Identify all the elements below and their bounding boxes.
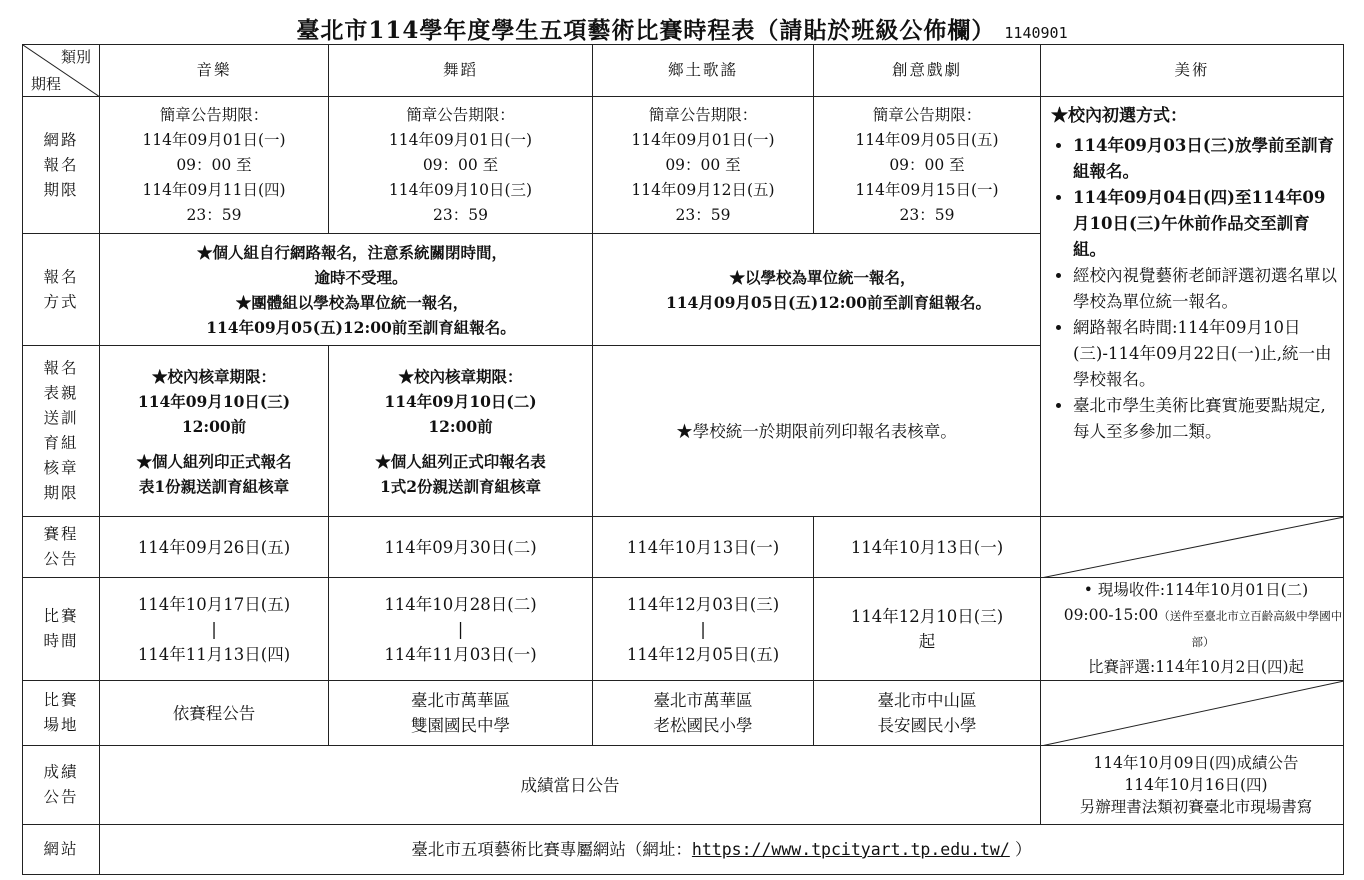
row-venue (23, 681, 1344, 746)
rowhead-text: 報名表親送訓育組核章期限 (43, 359, 79, 502)
text-line: | (457, 619, 464, 639)
text-line: 簡章公告期限： (648, 105, 758, 124)
col-art: 美術 (1041, 45, 1344, 97)
text-line: 114年09月15日(一) (855, 180, 999, 199)
text-line: 23：59 (899, 205, 955, 224)
text-line: 114年12月03日(三) (626, 594, 780, 614)
title-text: 臺北市114學年度學生五項藝術比賽時程表（請貼於班級公佈欄） (296, 17, 996, 44)
text-line: 23：59 (433, 205, 488, 224)
website-link[interactable]: https://www.tpcityart.tp.edu.tw/ (691, 840, 1010, 859)
text-line: 114年09月05(五)12:00前至訓育組報名。 (206, 317, 516, 337)
row-comp-time (23, 578, 1344, 681)
text-line: 簡章公告期限： (872, 105, 982, 124)
text-line: ★個人組自行網路報名，注意系統關閉時間， (196, 242, 507, 262)
schedule-drama: 114年10月13日(一) (814, 517, 1041, 578)
text-line: 114年10月16日(四) (1124, 776, 1268, 794)
text-line: 114年11月03日(一) (384, 644, 537, 664)
text-line: ★團體組以學校為單位統一報名， (235, 292, 469, 312)
col-music: 音樂 (100, 45, 329, 97)
corner-category: 類別 (60, 48, 91, 66)
text-line: 114年12月10日(三) (850, 607, 1004, 626)
results-main: 成績當日公告 (100, 746, 1041, 825)
art-item: • 經校內視覺藝術老師評選初選名單以學校為單位統一報名。 (1073, 263, 1337, 315)
text-line: 簡章公告期限： (159, 105, 269, 124)
rowhead-text: 賽程公告 (43, 525, 79, 568)
col-drama: 創意戲劇 (814, 45, 1041, 97)
text-line: 依賽程公告 (172, 703, 256, 723)
text-line: 長安國民小學 (877, 716, 977, 735)
venue-dance (329, 681, 593, 746)
rowhead-text: 成績公告 (43, 763, 79, 806)
rowhead-text: 比賽場地 (43, 691, 79, 734)
row-website (23, 825, 1344, 875)
text-line: 另辦理書法類初賽臺北市現場書寫 (1079, 798, 1313, 816)
online-reg-dance (329, 97, 593, 234)
venue-folk-song (593, 681, 814, 746)
art-list (1051, 133, 1337, 445)
website-suffix: ） (1009, 840, 1032, 859)
text-line: 114年10月28日(二) (384, 594, 537, 614)
art-item: • 網路報名時間:114年09月10日(三)-114年09月22日(一)止,統一由學校報名。 (1073, 315, 1337, 393)
schedule-table (22, 44, 1344, 875)
text-line: 臺北市中山區 (877, 691, 977, 710)
text-line: 雙園國民中學 (411, 716, 510, 735)
col-folk-song: 鄉土歌謠 (593, 45, 814, 97)
row-results (23, 746, 1344, 825)
reg-method-music-dance (100, 234, 593, 346)
text-line: 老松國民小學 (653, 716, 753, 735)
comp-time-drama (814, 578, 1041, 681)
text-line: 114年10月17日(五) (137, 594, 291, 614)
seal-dance (329, 346, 593, 517)
schedule-art-empty (1041, 517, 1344, 578)
rowhead-results (23, 746, 100, 825)
text-line (1049, 603, 1343, 655)
online-reg-drama (814, 97, 1041, 234)
text-line: 09：00 至 (665, 155, 741, 174)
reg-method-folk-drama (593, 234, 1041, 346)
text-line: 12:00前 (181, 416, 247, 436)
text-line: 12:00前 (428, 416, 493, 436)
text-line: • 現場收件:114年10月01日(二) (1083, 581, 1309, 599)
comp-time-dance (329, 578, 593, 681)
venue-music (100, 681, 329, 746)
rowhead-comp-time (23, 578, 100, 681)
art-judging: 比賽評選:114年10月2日(四)起 (1088, 658, 1304, 676)
art-selection-info (1041, 97, 1344, 517)
art-receive-time: 09:00-15:00 (1063, 606, 1159, 624)
page-title (0, 12, 1364, 45)
text-line: 1式2份親送訓育組核章 (379, 476, 542, 496)
text-line: 114年10月09日(四)成績公告 (1093, 754, 1299, 772)
row-schedule (23, 517, 1344, 578)
text-line: 114年09月05日(五) (855, 130, 999, 149)
rowhead-reg-method (23, 234, 100, 346)
row-online-reg (23, 97, 1344, 234)
text-line: 114年09月12日(五) (631, 180, 775, 199)
spacer (329, 439, 592, 449)
text-line: ★個人組列印正式報名 (136, 451, 292, 471)
spacer (100, 439, 328, 449)
text-line: 起 (918, 632, 936, 651)
text-line: 114年09月01日(一) (388, 130, 533, 149)
text-line: ★個人組列正式印報名表 (375, 451, 546, 471)
art-receive: 現場收件:114年10月01日(二) (1097, 581, 1309, 599)
text-line: 114年09月10日(三) (137, 391, 291, 411)
results-art (1041, 746, 1344, 825)
text-line: 114年11月13日(四) (137, 644, 291, 664)
online-reg-music (100, 97, 329, 234)
art-receive-note: （送件至臺北市立百齡高級中學國中部） (1158, 609, 1343, 649)
website-prefix: 臺北市五項藝術比賽專屬網站（網址： (411, 840, 692, 859)
text-line: 表1份親送訓育組核章 (138, 476, 290, 496)
text-line: 114年09月10日(二) (384, 391, 537, 411)
art-item: • 114年09月03日(三)放學前至訓育組報名。 (1073, 133, 1337, 185)
text-line: 114年09月11日(四) (142, 180, 286, 199)
text-line: ★以學校為單位統一報名， (729, 267, 916, 287)
online-reg-folk-song (593, 97, 814, 234)
text-line: | (700, 619, 706, 639)
doc-code: 1140901 (1004, 24, 1068, 42)
seal-others: ★學校統一於期限前列印報名表核章。 (593, 346, 1041, 517)
art-heading: ★校內初選方式： (1051, 106, 1187, 126)
comp-time-art (1041, 578, 1344, 681)
text-line: | (211, 619, 217, 639)
text-line: 09：00 至 (422, 155, 499, 174)
corner-period: 期程 (31, 75, 62, 93)
rowhead-text: 網路報名期限 (43, 130, 79, 199)
text-line: 114年09月10日(三) (388, 180, 533, 199)
rowhead-website: 網站 (23, 825, 100, 875)
col-dance: 舞蹈 (329, 45, 593, 97)
text-line: 09：00 至 (176, 155, 252, 174)
text-line: 09：00 至 (889, 155, 965, 174)
seal-music (100, 346, 329, 517)
comp-time-music (100, 578, 329, 681)
text-line: 23：59 (675, 205, 731, 224)
venue-art-empty (1041, 681, 1344, 746)
text-line: 逾時不受理。 (314, 267, 408, 287)
venue-drama (814, 681, 1041, 746)
rowhead-text: 比賽時間 (43, 607, 79, 650)
rowhead-schedule (23, 517, 100, 578)
text-line: 簡章公告期限： (406, 105, 515, 124)
corner-cell (23, 45, 100, 97)
text-line: 114年12月05日(五) (626, 644, 780, 664)
text-line: 114年09月01日(一) (631, 130, 775, 149)
text-line: ★校內核章期限： (398, 366, 523, 386)
rowhead-seal (23, 346, 100, 517)
text-line: 114年09月01日(一) (142, 130, 286, 149)
text-line: 23：59 (186, 205, 242, 224)
diagonal-line (1041, 681, 1344, 746)
text-line: 臺北市萬華區 (411, 691, 510, 710)
schedule-music: 114年09月26日(五) (100, 517, 329, 578)
rowhead-online-reg (23, 97, 100, 234)
art-item: • 臺北市學生美術比賽實施要點規定,每人至多參加二類。 (1073, 393, 1337, 445)
comp-time-folk-song (593, 578, 814, 681)
website-cell (100, 825, 1344, 875)
text-line: ★校內核章期限： (151, 366, 276, 386)
art-item: • 114年09月04日(四)至114年09月10日(三)午休前作品交至訓育組。 (1073, 185, 1337, 263)
rowhead-venue (23, 681, 100, 746)
schedule-folk-song: 114年10月13日(一) (593, 517, 814, 578)
text-line: 臺北市萬華區 (653, 691, 753, 710)
rowhead-text: 報名方式 (43, 267, 79, 311)
diagonal-line (1041, 517, 1344, 578)
text-line: 114月09月05日(五)12:00前至訓育組報名。 (665, 292, 992, 312)
header-row (23, 45, 1344, 97)
schedule-dance: 114年09月30日(二) (329, 517, 593, 578)
